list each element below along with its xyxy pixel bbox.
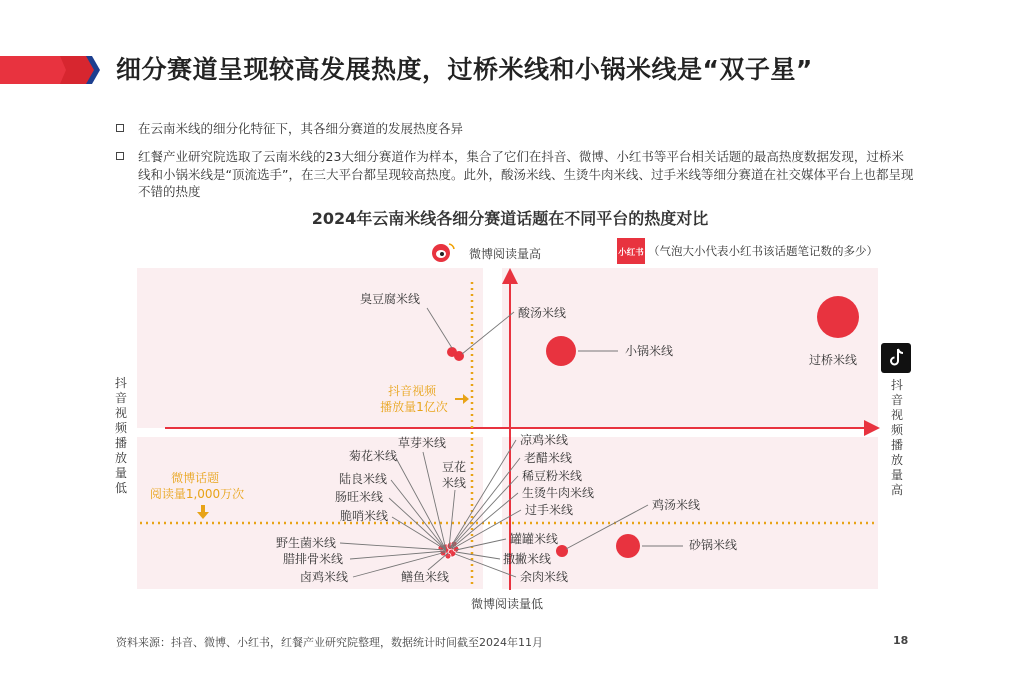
bubble-label: 草芽米线	[397, 436, 447, 450]
page-title: 细分赛道呈现较高发展热度，过桥米线和小锅米线是“双子星”	[116, 55, 813, 84]
y-axis-low-label: 微博阅读量低	[470, 597, 544, 611]
bubble-label: 野生菌米线	[275, 536, 337, 550]
source-note: 资料来源：抖音、微博、小红书，红餐产业研究院整理，数据统计时间截至2024年11月	[116, 636, 543, 649]
bubble-label: 菊花米线	[348, 449, 398, 463]
bubble-22	[445, 553, 451, 559]
x-axis-low-label: 抖音视频播放量低	[114, 376, 128, 495]
bullet-text: 红餐产业研究院选取了云南米线的23大细分赛道作为样本，集合了它们在抖音、微博、小红书等平台相关话题的最高热度数据发现，过桥米线和小锅米线是“顶流选手”，在三大平台都呈现较高热度。此外，酸汤米线、生烫牛肉米线、过手米线等细分赛道在社交媒体平台上也都呈现不错的热度	[138, 149, 914, 199]
chart-title: 2024年云南米线各细分赛道话题在不同平台的热度对比	[311, 209, 709, 228]
y-threshold-line1: 微博话题	[171, 471, 220, 485]
bubble-label: 余肉米线	[520, 570, 569, 584]
x-threshold-line2: 播放量1亿次	[380, 400, 448, 414]
bubble-label: 过桥米线	[808, 353, 858, 367]
bubble-label: 豆花米线	[441, 460, 467, 490]
bubble-label: 腊排骨米线	[282, 552, 344, 566]
weibo-icon	[432, 244, 454, 262]
bubble-label: 稀豆粉米线	[522, 469, 583, 483]
xiaohongshu-badge-text: 小红书	[618, 248, 644, 258]
bubble-label: 陆良米线	[338, 472, 388, 486]
page-number: 18	[893, 634, 909, 647]
bubble-label: 凉鸡米线	[520, 433, 569, 447]
bubble-label: 撒撇米线	[503, 552, 552, 566]
bubble-label: 肠旺米线	[334, 490, 384, 504]
bubble-4	[447, 347, 457, 357]
bubble-label: 生烫牛肉米线	[522, 486, 595, 500]
x-threshold-line1: 抖音视频	[388, 384, 437, 398]
bubble-label: 罐罐米线	[510, 532, 559, 546]
bubble-label: 臭豆腐米线	[359, 292, 421, 306]
bubble-label: 砂锅米线	[689, 538, 738, 552]
bubble-label: 小锅米线	[625, 344, 674, 358]
bubble-label: 鸡汤米线	[652, 498, 701, 512]
bubble-1	[817, 296, 859, 338]
bubble-label: 鳝鱼米线	[400, 570, 450, 584]
bubble-5	[616, 534, 640, 558]
bubble-label: 过手米线	[525, 503, 574, 517]
bubble-label: 卤鸡米线	[299, 570, 349, 584]
y-threshold-line2: 阅读量1,000万次	[149, 487, 245, 501]
bubble-label: 酸汤米线	[518, 306, 567, 320]
quadrant-bottom-left	[137, 437, 483, 589]
bubble-2	[546, 336, 576, 366]
legend-note: （气泡大小代表小红书该话题笔记数的多少）	[648, 244, 878, 258]
bubble-label: 老醋米线	[524, 451, 573, 465]
douyin-icon	[881, 343, 911, 373]
bubble-6	[556, 545, 568, 557]
bullet-text: 在云南米线的细分化特征下，其各细分赛道的发展热度各异	[138, 121, 464, 136]
x-axis-high-label: 抖音视频播放量高	[890, 378, 904, 497]
y-axis-high-label: 微博阅读量高	[468, 247, 542, 261]
bubble-label: 脆哨米线	[339, 509, 389, 523]
